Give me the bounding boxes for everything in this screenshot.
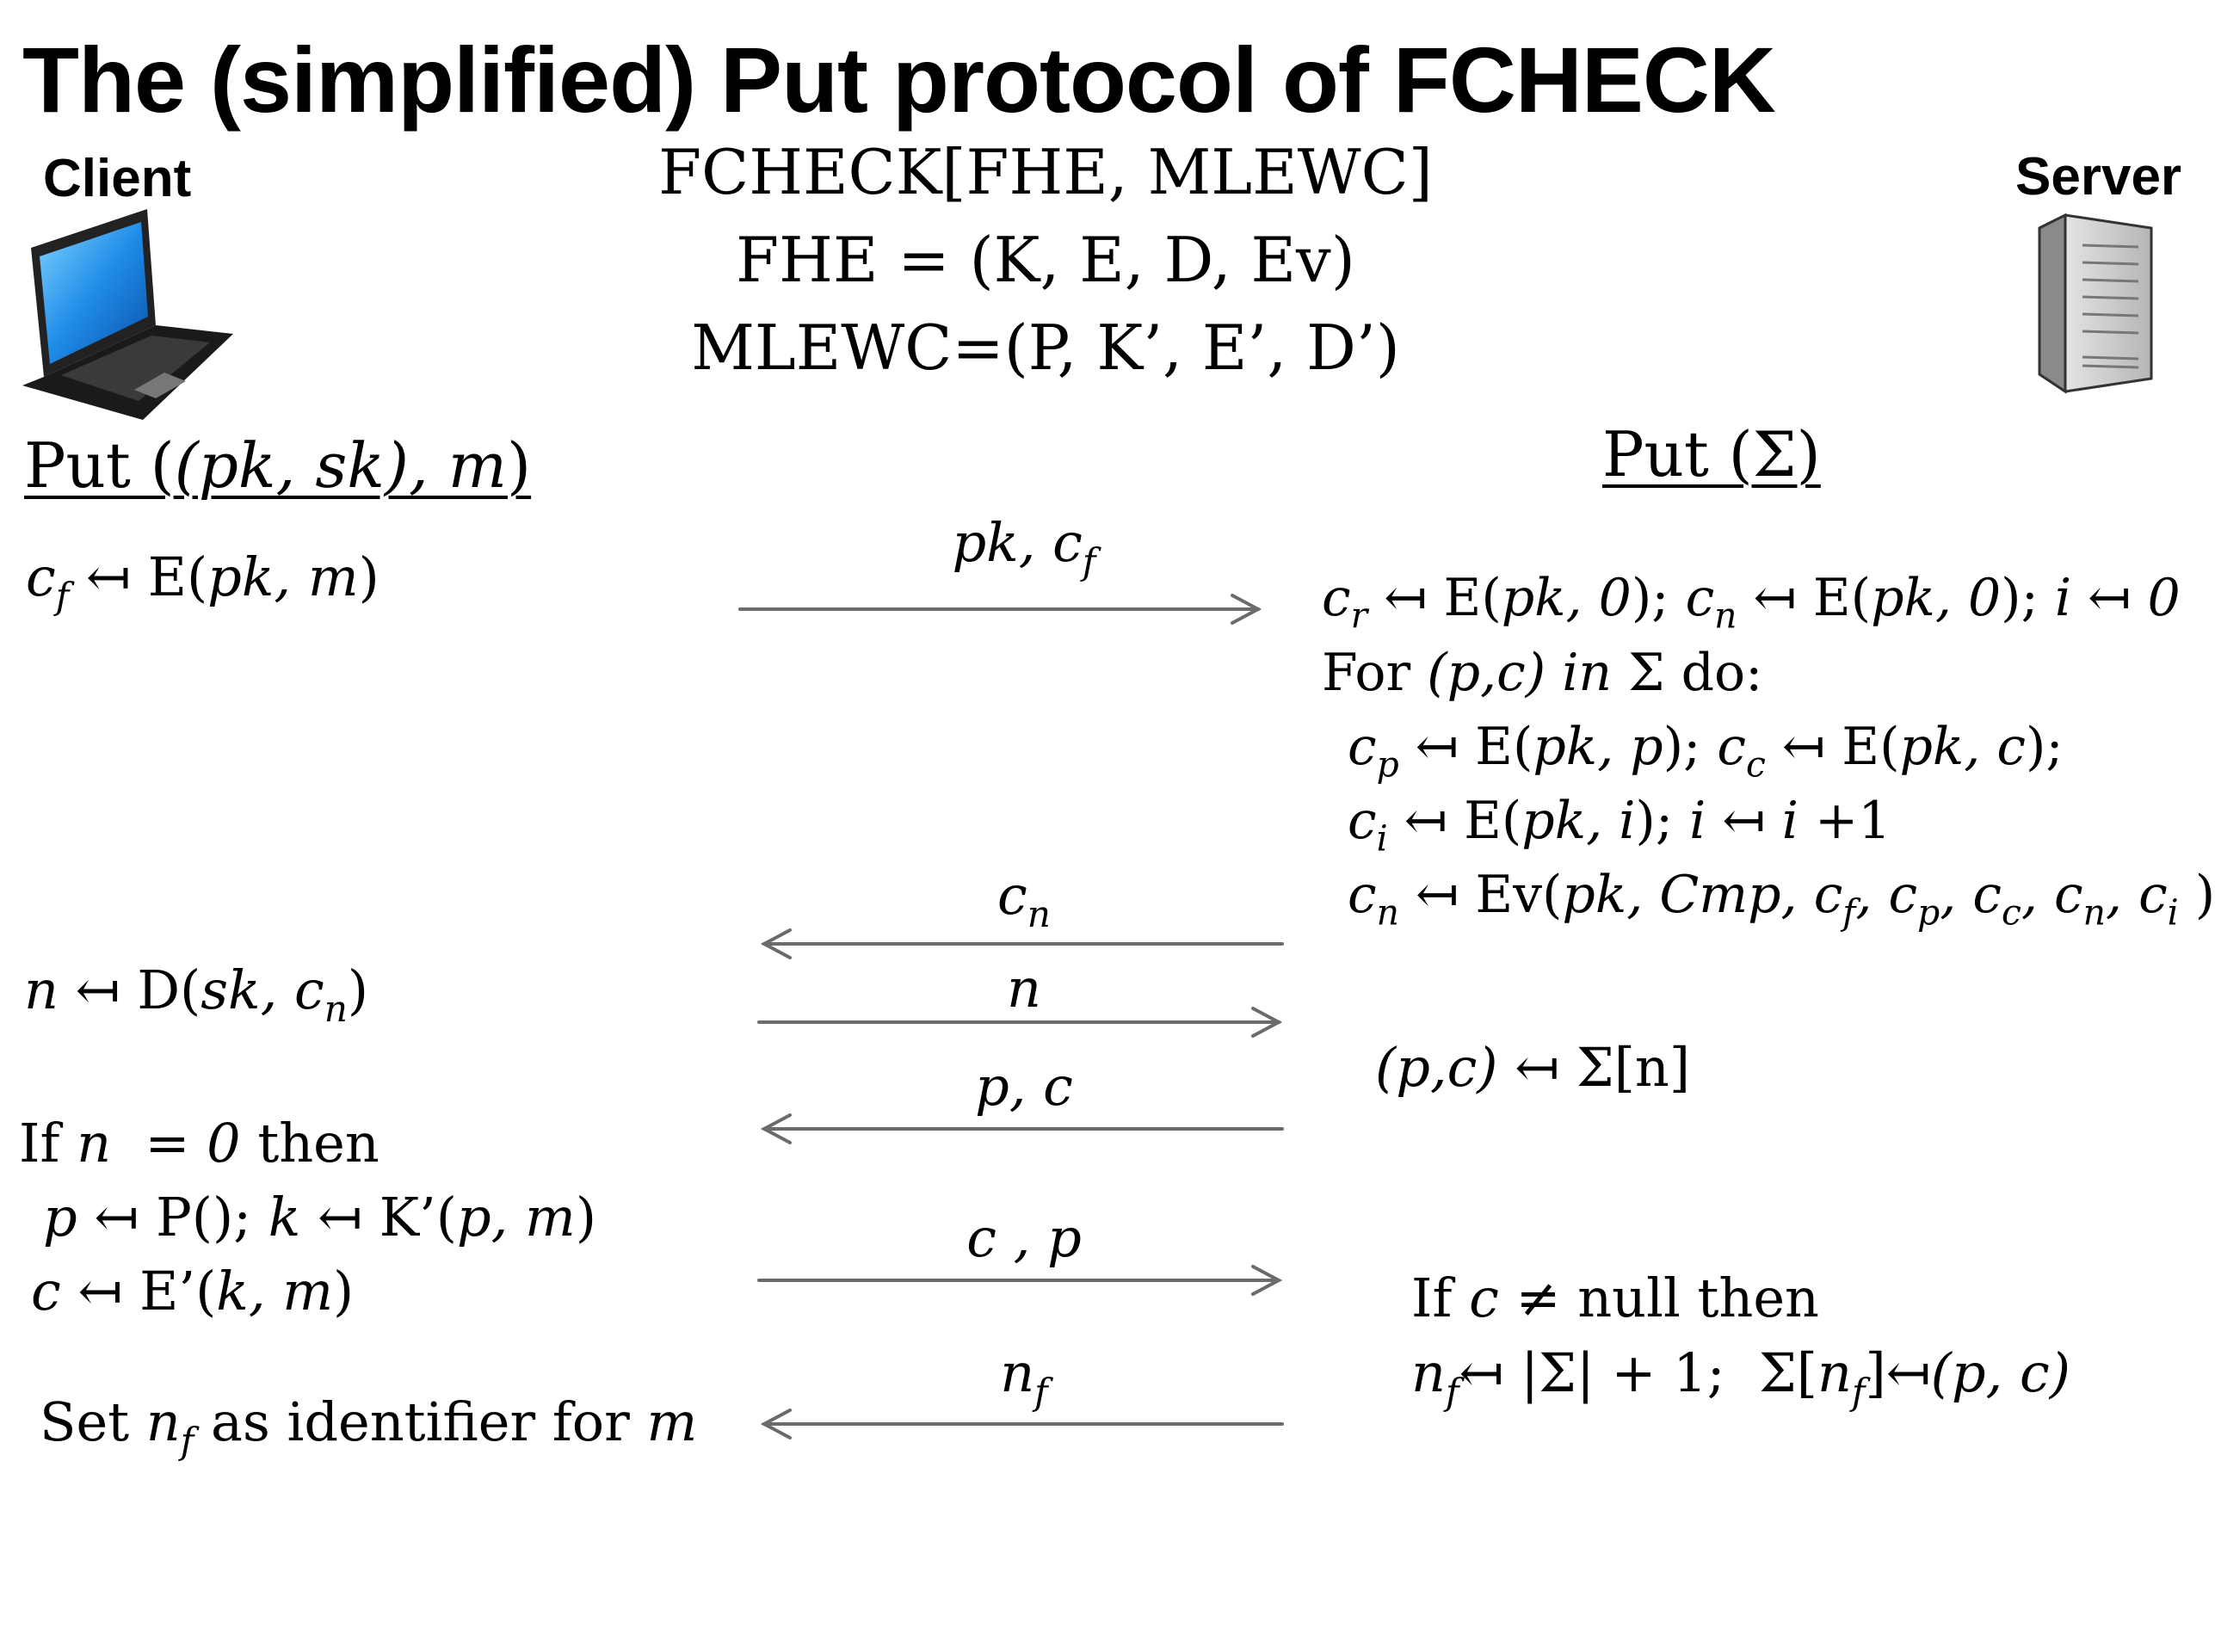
client-keygen-line: p ↤ P(); k ↤ K’(p, m) [43, 1186, 597, 1248]
server-init-line: $c_r$ ↤ E(pk, 0); $c_n$ ↤ E(pk, 0); i ↤ 0 [1322, 568, 2181, 637]
scheme-line-2: FHE = (K, E, D, Ev) [736, 224, 1355, 296]
arrow-left-4 [764, 1115, 1282, 1143]
scheme-line-3: MLEWC=(P, K’, E’, D’) [691, 311, 1400, 384]
server-encrypt-i-line: $c_i$ ↤ E(pk, i); i ↤ i +1 [1348, 791, 1891, 860]
scheme-line-1: FCHECK[FHE, MLEWC] [658, 136, 1433, 208]
arrow-right-5 [759, 1267, 1279, 1294]
client-label: Client [43, 149, 192, 208]
client-heading: Put ((pk, sk), m) [24, 429, 532, 502]
server-store-line: $n_f↤$ |Σ| + 1; $\Sigma[n_f]↤(p$, c) [1411, 1341, 2070, 1413]
msg-label-3: n [1007, 957, 1041, 1020]
arrow-left-2 [764, 930, 1282, 958]
msg-label-2: $c_n$ [997, 864, 1051, 935]
client-decrypt-line: n ↤ D(sk, $c_n$) [24, 959, 369, 1030]
server-heading: Put (Σ) [1602, 418, 1821, 490]
arrow-right-3 [759, 1008, 1279, 1036]
msg-label-6: $n_f$ [1000, 1341, 1048, 1413]
server-lookup-line: (p,c) ↤ Σ[n] [1375, 1036, 1691, 1099]
client-set-id-line: Set $n_f$ as identifier for m [40, 1390, 698, 1462]
server-for-line: For (p,c) in Σ do: [1322, 643, 1763, 703]
arrow-left-6 [764, 1410, 1282, 1438]
msg-label-1: pk, $c_f$ [952, 511, 1096, 583]
server-if-line: If c ≠ null then [1411, 1267, 1819, 1329]
arrow-right-1 [740, 595, 1258, 623]
client-encrypt-line: $c_f$ ↤ E(pk, m) [26, 546, 379, 617]
client-mle-encrypt-line: c ↤ E’(k, m) [31, 1260, 355, 1322]
server-encrypt-pc-line: $c_p$ ↤ E(pk, p); $c_c$ ↤ E(pk, c); [1348, 717, 2064, 786]
page-title: The (simplified) Put protocol of FCHECK [22, 28, 1775, 132]
server-eval-line: $c_n$ ↤ Ev(pk, Cmp, $c_f$, $c_p$, $c_c$, $c_n$, $c_i$ ) [1348, 865, 2215, 934]
msg-label-5: c , p [966, 1206, 1082, 1269]
server-label: Server [2015, 147, 2182, 206]
msg-label-4: p, c [975, 1055, 1073, 1118]
client-if-line: If n = 0 then [19, 1112, 379, 1174]
